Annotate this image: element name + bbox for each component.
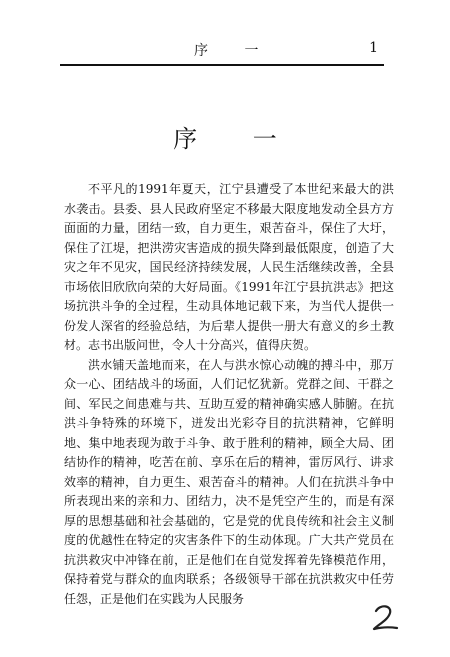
paragraph-2: 洪水铺天盖地而来，在人与洪水惊心动魄的搏斗中，那万众一心、团结战斗的场面，人们记忆犹新。党群之间、干群之间、军民之间患难与共、互助互爱的精神确实感人肺腑。在抗洪斗争特殊的环境下，迸发出光彩夺目的抗洪精神，它鲜明地、集中地表现为敢于斗争、敢于胜利的精神，顾全大局、团结协作的精神，吃苦在前、享乐在后的精神，雷厉风行、讲求效率的精神，自力更生、艰苦奋斗的精神。人们在抗洪斗争中所表现出来的亲和力、团结力，决不是凭空产生的，而是有深厚的思想基础和社会基础的，它是党的优良传统和社会主义制度的优越性在特定的灾害条件下的生动体现。广大共产党员在抗洪救灾中冲锋在前，正是他们在自觉发挥着先锋模范作用，保持着党与群众的血肉联系；各级领导干部在抗洪救灾中任劳任怨，正是他们在实践为人民服务 — [64, 357, 394, 606]
paragraph-1: 不平凡的1991年夏天，江宁县遭受了本世纪来最大的洪水袭击。县委、县人民政府坚定不移最大限度地发动全县方方面面的力量，团结一致，自力更生，艰苦奋斗，保住了大圩，保住了江堤，把洪涝灾害造成的损失降到最低限度，创造了大灾之年不见灾，国民经济持续发展，人民生活继续改善，全县市场依旧欣欣向荣的大好局面。《1991年江宁县抗洪志》把这场抗洪斗争的全过程，生动具体地记载下来，为当代人提供一份发人深省的经验总结，为后辈人提供一册大有意义的乡土教材。志书出版问世，令人十分高兴，值得庆贺。 — [64, 182, 394, 352]
body-text — [64, 180, 394, 609]
page-number: 1 — [369, 40, 378, 56]
chapter-title: 序 一 — [173, 125, 301, 153]
running-title: 序 一 — [194, 43, 275, 59]
running-head — [62, 40, 382, 60]
handwritten-mark — [370, 602, 400, 632]
header-rule — [60, 64, 384, 66]
